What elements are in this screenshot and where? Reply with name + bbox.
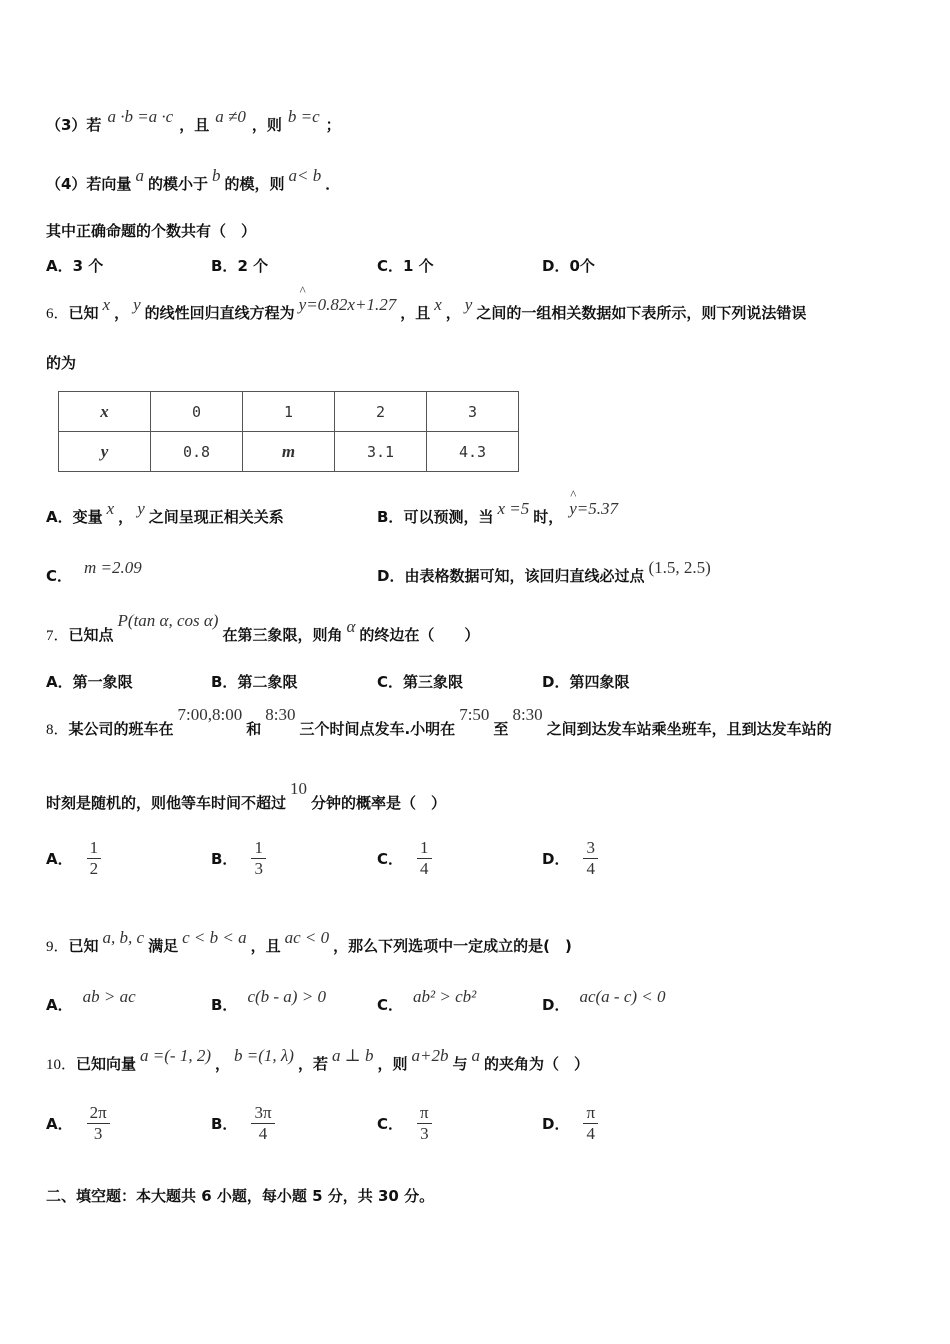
q7-option-b: B．第二象限 bbox=[211, 673, 298, 691]
table-row bbox=[59, 392, 519, 432]
table-cell: m bbox=[243, 432, 335, 472]
regression-equation: =0.82x+1.27 bbox=[306, 295, 397, 314]
table-cell: x bbox=[59, 392, 151, 432]
table-cell: 3 bbox=[427, 392, 519, 432]
q6-option-b: B．可以预测，当 x =5 时，^ y=5.37 bbox=[377, 506, 618, 527]
data-table bbox=[58, 391, 519, 472]
math-expr: a ≠0 bbox=[215, 107, 246, 126]
q5-item4: （4）若向量 a 的模小于 b 的模，则 a< b ． bbox=[46, 166, 341, 193]
q10-stem: 10．已知向量 a =(- 1, 2) ， b =(1, λ) ，若 a ⊥ b ，则 a+2b 与 a 的夹角为（ ） bbox=[46, 1046, 589, 1073]
table-row bbox=[59, 432, 519, 472]
q7-option-a: A．第一象限 bbox=[46, 673, 133, 691]
q8-option-c: C． $\frac{1}{4}$ bbox=[377, 838, 432, 879]
math-expr: a ·b =a ·c bbox=[107, 107, 174, 126]
math-var: a bbox=[135, 166, 144, 185]
q6-stem: 6．已知 x ， y 的线性回归直线方程为^ y=0.82x+1.27 ，且 x ， y 之间的一组相关数据如下表所示，则下列说法错误 bbox=[46, 302, 806, 323]
q5-option-d: D．0个 bbox=[542, 257, 595, 275]
q9-option-a: A． ab > ac bbox=[46, 987, 136, 1014]
q9-option-c: C． ab² > cb² bbox=[377, 987, 477, 1014]
q5-option-a: A．3 个 bbox=[46, 257, 104, 275]
math-var: b bbox=[211, 166, 221, 185]
q9-option-d: D． ac(a - c) < 0 bbox=[542, 987, 666, 1014]
table-cell: 4.3 bbox=[427, 432, 519, 472]
q6-option-d: D．由表格数据可知，该回归直线必过点 (1.5, 2.5) bbox=[377, 558, 711, 585]
q10-option-a: A． $\frac{2\pi}{3}$ bbox=[46, 1103, 110, 1144]
q8-option-a: A． $\frac{1}{2}$ bbox=[46, 838, 101, 879]
q6-option-c: C． m =2.09 bbox=[46, 558, 142, 585]
table-cell: y bbox=[59, 432, 151, 472]
q8-option-b: B． $\frac{1}{3}$ bbox=[211, 838, 266, 879]
q10-option-d: D． $\frac{\pi}{4}$ bbox=[542, 1103, 598, 1144]
q8-stem: 8．某公司的班车在7:00,8:00和8:30三个时间点发车.小明在7:50至8:30之间到达发车站乘坐班车，且到达发车站的 bbox=[46, 705, 832, 738]
q8-option-d: D． $\frac{3}{4}$ bbox=[542, 838, 598, 879]
section-heading: 二、填空题：本大题共 6 小题，每小题 5 分，共 30 分。 bbox=[46, 1187, 435, 1205]
q8-stem-line2: 时刻是随机的，则他等车时间不超过10分钟的概率是（ ） bbox=[46, 779, 447, 812]
q5-option-c: C．1 个 bbox=[377, 257, 434, 275]
table-cell: 3.1 bbox=[335, 432, 427, 472]
table-cell: 2 bbox=[335, 392, 427, 432]
q5-option-b: B．2 个 bbox=[211, 257, 269, 275]
q5-stem: 其中正确命题的个数共有（ ） bbox=[46, 222, 257, 240]
q10-option-c: C． $\frac{\pi}{3}$ bbox=[377, 1103, 432, 1144]
math-expr: b =c bbox=[287, 107, 320, 126]
table-cell: 0.8 bbox=[151, 432, 243, 472]
q7-stem: 7．已知点P(tan α, cos α)在第三象限，则角 α 的终边在（ ） bbox=[46, 611, 480, 644]
y-hat: ^ y bbox=[299, 295, 307, 315]
q6-option-a: A．变量 x ， y 之间呈现正相关关系 bbox=[46, 499, 284, 526]
q9-stem: 9．已知 a, b, c 满足 c < b < a ，且 ac < 0 ，那么下列选项中一定成立的是( ) bbox=[46, 928, 572, 955]
table-cell: 1 bbox=[243, 392, 335, 432]
q6-stem-line2: 的为 bbox=[46, 354, 77, 372]
q5-item3: （3）若 a ·b =a ·c ，且 a ≠0 ，则 b =c ； bbox=[46, 107, 341, 134]
table-cell: 0 bbox=[151, 392, 243, 432]
q9-option-b: B． c(b - a) > 0 bbox=[211, 987, 326, 1014]
q7-option-c: C．第三象限 bbox=[377, 673, 464, 691]
math-expr: a< b bbox=[288, 166, 322, 185]
q10-option-b: B． $\frac{3\pi}{4}$ bbox=[211, 1103, 275, 1144]
q7-option-d: D．第四象限 bbox=[542, 673, 630, 691]
